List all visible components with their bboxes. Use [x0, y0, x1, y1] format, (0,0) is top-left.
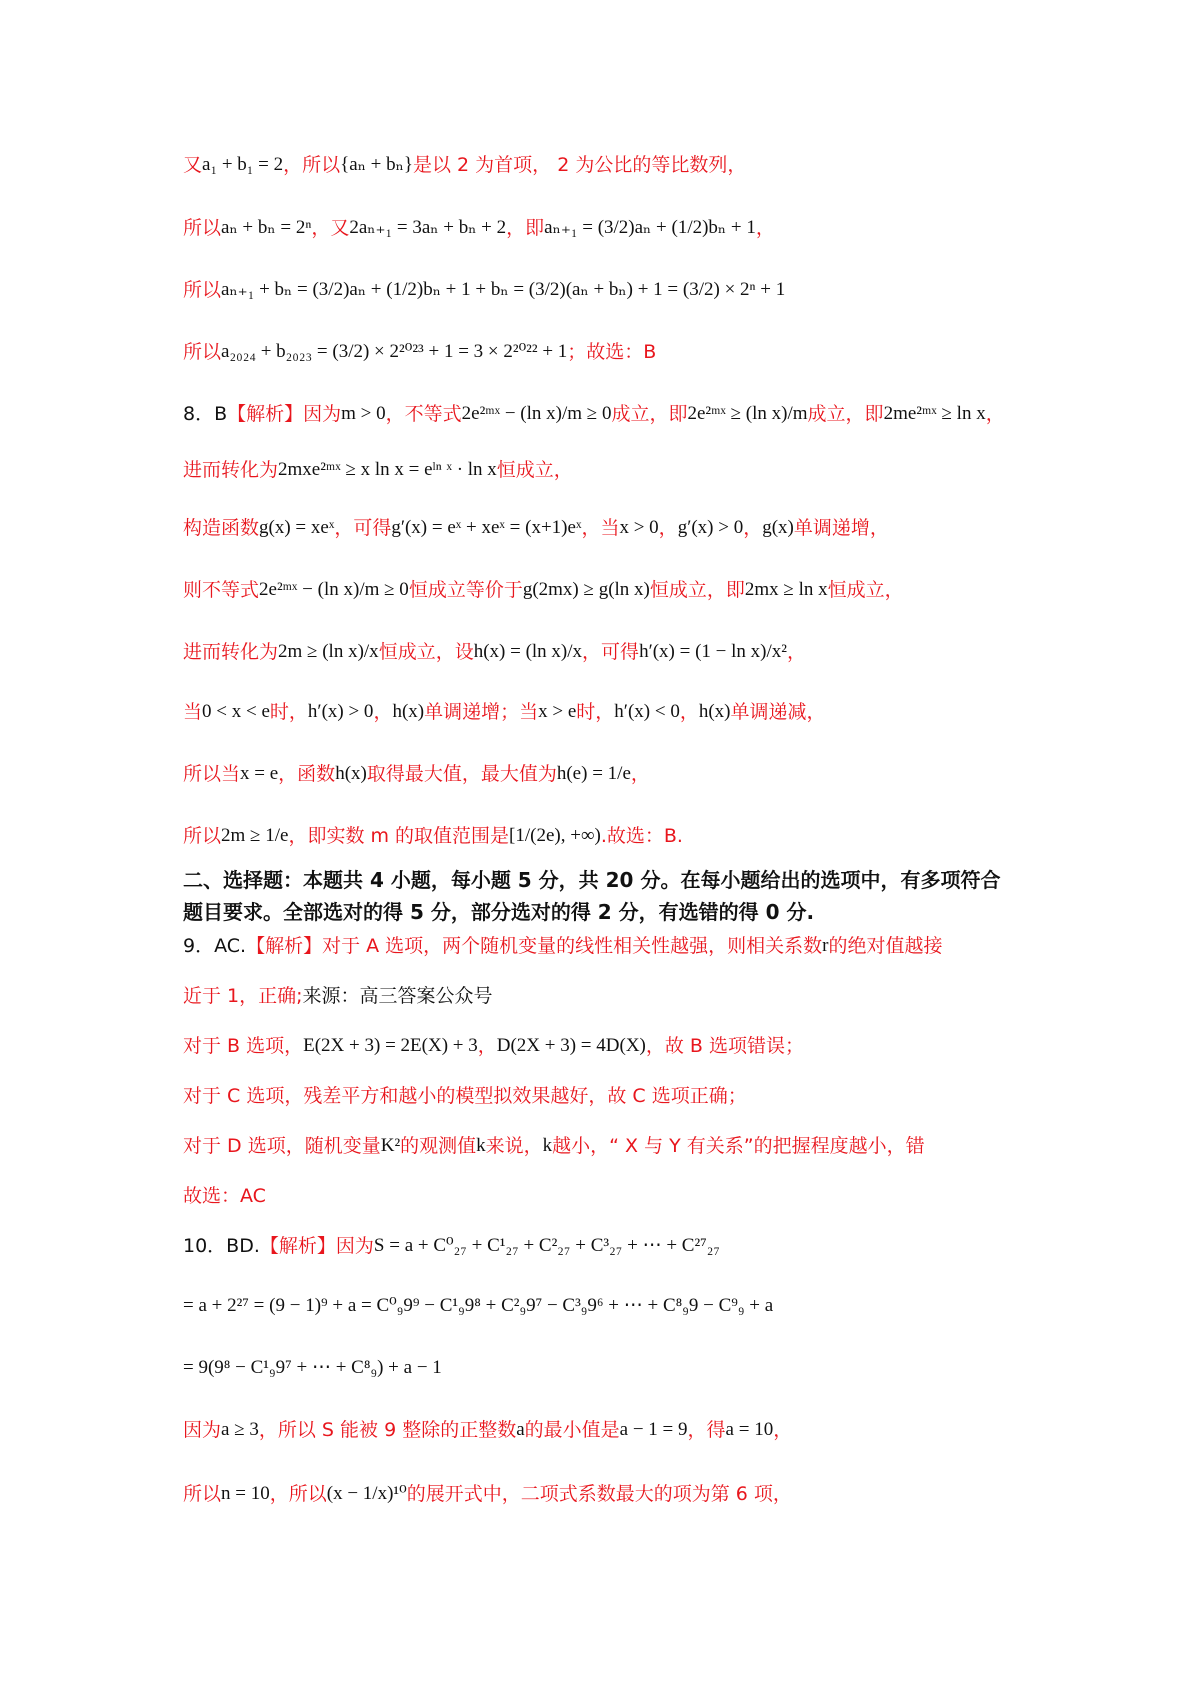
- text-segment: ，故 B 选项错误；: [645, 1035, 804, 1057]
- text-segment: 【解析】因为: [227, 403, 342, 425]
- math-expression: x > 0: [619, 517, 659, 538]
- text-line: [183, 1131, 1040, 1161]
- text-line: [183, 1231, 1040, 1261]
- text-segment: 恒成立等价于: [408, 579, 523, 601]
- text-segment: 单调递减，: [730, 701, 826, 723]
- text-segment: 【解析】因为: [259, 1235, 374, 1257]
- text-segment: ，得: [687, 1419, 726, 1441]
- text-segment: 恒成立，: [496, 459, 573, 481]
- text-line: [183, 897, 1040, 927]
- text-line: [183, 637, 1040, 667]
- math-expression: 2m ≥ 1/e: [221, 825, 289, 846]
- math-expression: h(x) = (ln x)/x: [473, 641, 583, 662]
- text-segment: ，: [743, 517, 763, 539]
- text-segment: 时，: [576, 701, 615, 723]
- text-line: [183, 1031, 1040, 1061]
- text-segment: 来源：高三答案公众号: [302, 985, 493, 1007]
- text-line: [183, 575, 1040, 605]
- math-expression: aₙ + bₙ = 2ⁿ: [221, 217, 312, 238]
- text-segment: 【解析】对于 A 选项，两个随机变量的线性相关性越强，则相关系数: [246, 935, 823, 957]
- text-line: [183, 1353, 1040, 1383]
- text-segment: 对于 D 选项，随机变量: [183, 1135, 381, 1157]
- math-expression: 2e²ᵐˣ − (ln x)/m ≥ 0: [461, 403, 612, 424]
- text-segment: 所以: [183, 217, 222, 239]
- text-segment: ，可得: [334, 517, 392, 539]
- math-expression: [1/(2e), +∞): [509, 825, 601, 846]
- math-expression: h′(x) > 0: [307, 701, 374, 722]
- math-expression: a ≥ 3: [221, 1419, 259, 1440]
- text-segment: 所以: [183, 341, 222, 363]
- math-expression: x = e: [240, 763, 279, 784]
- math-expression: 2aₙ₊₁ = 3aₙ + bₙ + 2: [349, 217, 507, 238]
- text-segment: 所以: [183, 1483, 222, 1505]
- math-expression: a₂₀₂₄ + b₂₀₂₃ = (3/2) × 2²⁰²³ + 1 = 3 × 2²⁰²² + 1: [221, 341, 568, 362]
- text-segment: 恒成立，设: [378, 641, 474, 663]
- text-line: [183, 1181, 1040, 1211]
- math-expression: a − 1 = 9: [619, 1419, 688, 1440]
- text-line: [183, 1415, 1040, 1445]
- text-segment: 取得最大值，最大值为: [366, 763, 557, 785]
- text-segment: ，当: [581, 517, 620, 539]
- math-expression: 2mxe²ᵐˣ ≥ x ln x = eˡⁿ ˣ · ln x: [278, 459, 497, 480]
- text-segment: 越小，“ X 与 Y 有关系”的把握程度越小，错: [552, 1135, 925, 1157]
- text-line: [183, 1479, 1040, 1509]
- text-line: [183, 150, 1040, 180]
- text-segment: ，: [755, 217, 775, 239]
- text-segment: 成立，即: [611, 403, 688, 425]
- math-expression: h′(x) = (1 − ln x)/x²: [639, 641, 787, 662]
- text-segment: 单调递增；当: [424, 701, 539, 723]
- text-segment: ，: [477, 1035, 497, 1057]
- math-expression: k: [476, 1135, 486, 1156]
- text-segment: 则不等式: [183, 579, 260, 601]
- text-line: [183, 513, 1040, 543]
- math-expression: 2e²ᵐˣ − (ln x)/m ≥ 0: [259, 579, 409, 600]
- math-expression: g(2mx) ≥ g(ln x): [522, 579, 650, 600]
- text-line: [183, 981, 1040, 1011]
- math-expression: 2m ≥ (ln x)/x: [278, 641, 379, 662]
- text-line: [183, 213, 1040, 243]
- math-expression: a: [516, 1419, 525, 1440]
- text-segment: 进而转化为: [183, 641, 279, 663]
- text-segment: 对于 B 选项，: [183, 1035, 304, 1057]
- text-segment: 所以: [183, 279, 222, 301]
- text-segment: 恒成立，即: [649, 579, 745, 601]
- text-segment: ，可得: [582, 641, 640, 663]
- math-expression: {aₙ + bₙ}: [340, 154, 413, 175]
- math-expression: x > e: [538, 701, 577, 722]
- text-segment: 9．AC.: [183, 935, 247, 957]
- text-segment: 所以当: [183, 763, 241, 785]
- text-segment: 所以: [183, 825, 222, 847]
- math-expression: aₙ₊₁ = (3/2)aₙ + (1/2)bₙ + 1: [544, 217, 756, 238]
- math-expression: h(x): [335, 763, 367, 784]
- text-line: [183, 455, 1040, 485]
- text-segment: ，: [679, 701, 699, 723]
- text-line: [183, 697, 1040, 727]
- math-expression: a = 10: [725, 1419, 774, 1440]
- text-segment: 对于 C 选项，残差平方和越小的模型拟效果越好，故 C 选项正确；: [183, 1085, 747, 1107]
- text-line: [183, 865, 1040, 895]
- text-segment: 恒成立，: [827, 579, 904, 601]
- math-expression: 2me²ᵐˣ ≥ ln x: [883, 403, 986, 424]
- text-segment: ，即实数 m 的取值范围是: [288, 825, 510, 847]
- text-line: [183, 1291, 1040, 1321]
- math-expression: a₁ + b₁ = 2: [202, 154, 284, 175]
- text-line: [183, 1081, 1040, 1111]
- math-expression: k: [542, 1135, 553, 1156]
- text-segment: ，: [373, 701, 393, 723]
- text-segment: ，: [773, 1419, 793, 1441]
- text-line: [183, 931, 1040, 961]
- text-segment: 单调递增，: [793, 517, 889, 539]
- text-segment: 10．BD.: [183, 1235, 260, 1257]
- text-segment: ，所以: [283, 154, 341, 176]
- math-expression: aₙ₊₁ + bₙ = (3/2)aₙ + (1/2)bₙ + 1 + bₙ = (3/2)(aₙ + bₙ) + 1 = (3/2) × 2ⁿ + 1: [221, 279, 786, 300]
- math-expression: E(2X + 3) = 2E(X) + 3: [303, 1035, 478, 1056]
- text-segment: 是以 2 为首项， 2 为公比的等比数列，: [412, 154, 747, 176]
- text-segment: 的绝对值越接: [828, 935, 943, 957]
- text-segment: ，: [985, 403, 1005, 425]
- text-segment: ，所以: [269, 1483, 327, 1505]
- math-expression: D(2X + 3) = 4D(X): [496, 1035, 646, 1056]
- text-line: [183, 337, 1040, 367]
- text-segment: 的展开式中，二项式系数最大的项为第 6 项，: [406, 1483, 792, 1505]
- math-expression: g(x) = xeˣ: [259, 517, 335, 538]
- math-expression: m > 0: [341, 403, 386, 424]
- text-segment: 故选：AC: [183, 1185, 266, 1207]
- math-expression: g(x): [762, 517, 794, 538]
- text-segment: .故选：B.: [600, 825, 683, 847]
- math-expression: (x − 1/x)¹⁰: [326, 1483, 407, 1504]
- text-segment: 近于 1，正确;: [183, 985, 303, 1007]
- text-line: [183, 821, 1040, 851]
- text-segment: ，: [630, 763, 650, 785]
- text-line: [183, 759, 1040, 789]
- text-segment: 的观测值: [400, 1135, 477, 1157]
- text-segment: ，即: [506, 217, 545, 239]
- math-expression: h(e) = 1/e: [556, 763, 631, 784]
- text-segment: 题目要求。全部选对的得 5 分，部分选对的得 2 分，有选错的得 0 分.: [183, 900, 815, 924]
- text-segment: 时，: [269, 701, 308, 723]
- text-segment: ；故选：B: [567, 341, 657, 363]
- text-segment: ，: [786, 641, 806, 663]
- math-expression: n = 10: [221, 1483, 270, 1504]
- text-segment: 进而转化为: [183, 459, 279, 481]
- text-segment: 成立，即: [807, 403, 884, 425]
- text-segment: 因为: [183, 1419, 222, 1441]
- math-expression: r: [822, 935, 829, 956]
- text-segment: 的最小值是: [524, 1419, 620, 1441]
- math-expression: = a + 2²⁷ = (9 − 1)⁹ + a = C⁰₉9⁹ − C¹₉9⁸ + C²₉9⁷ − C³₉9⁶ + ⋯ + C⁸₉9 − C⁹₉ + a: [183, 1295, 774, 1316]
- text-segment: 当: [183, 701, 203, 723]
- math-expression: g′(x) > 0: [677, 517, 744, 538]
- text-segment: 构造函数: [183, 517, 260, 539]
- math-expression: g′(x) = eˣ + xeˣ = (x+1)eˣ: [391, 517, 582, 538]
- text-segment: ，又: [311, 217, 350, 239]
- math-expression: h′(x) < 0: [614, 701, 680, 722]
- text-segment: ，不等式: [385, 403, 462, 425]
- text-segment: 二、选择题：本题共 4 小题，每小题 5 分，共 20 分。在每小题给出的选项中，有多项符合: [183, 868, 1001, 892]
- math-expression: K²: [380, 1135, 401, 1156]
- text-line: [183, 275, 1040, 305]
- math-expression: 2e²ᵐˣ ≥ (ln x)/m: [687, 403, 808, 424]
- math-expression: 2mx ≥ ln x: [744, 579, 828, 600]
- text-segment: 8．B: [183, 403, 228, 425]
- math-expression: S = a + C⁰₂₇ + C¹₂₇ + C²₂₇ + C³₂₇ + ⋯ + C²⁷₂₇: [373, 1235, 721, 1256]
- text-segment: ，函数: [278, 763, 336, 785]
- text-segment: ，所以 S 能被 9 整除的正整数: [258, 1419, 517, 1441]
- text-segment: 又: [183, 154, 203, 176]
- math-expression: h(x): [698, 701, 731, 722]
- math-expression: h(x): [392, 701, 425, 722]
- math-expression: = 9(9⁸ − C¹₉9⁷ + ⋯ + C⁸₉) + a − 1: [183, 1357, 442, 1378]
- text-segment: 来说，: [485, 1135, 543, 1157]
- text-segment: ，: [658, 517, 678, 539]
- text-line: [183, 399, 1040, 429]
- math-expression: 0 < x < e: [202, 701, 270, 722]
